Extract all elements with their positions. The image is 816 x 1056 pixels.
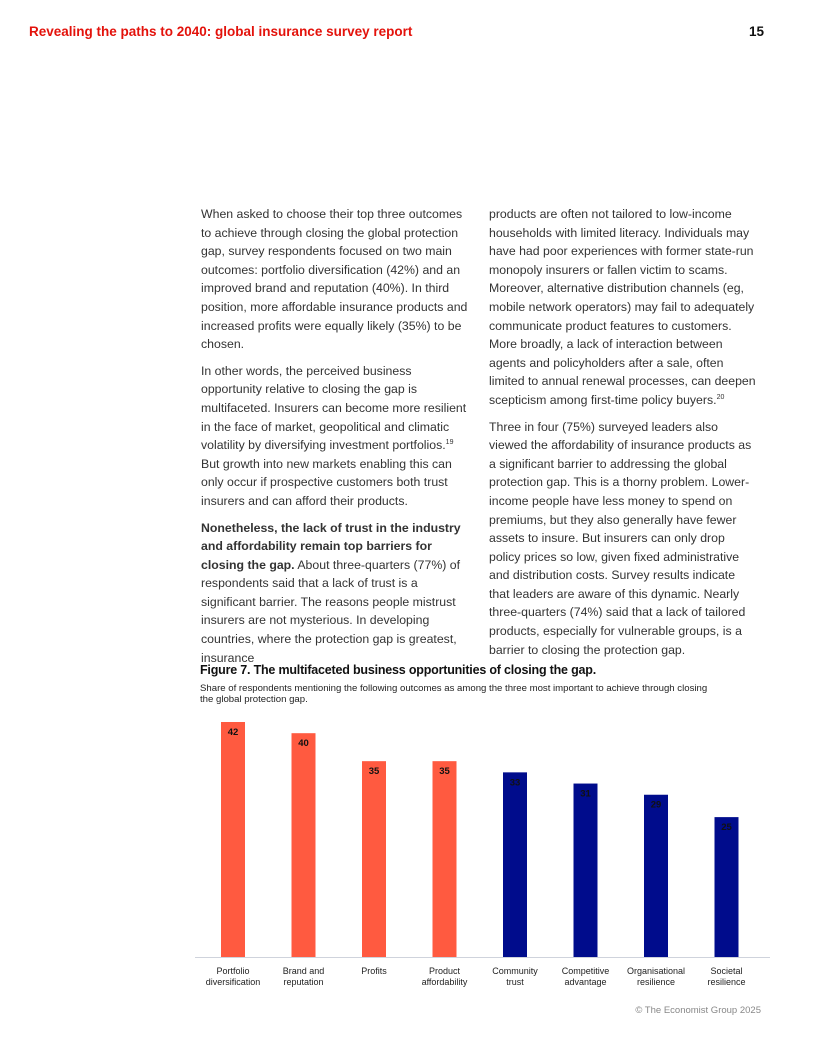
bar: [503, 772, 527, 957]
category-label: Product: [428, 966, 461, 976]
left-column: [201, 205, 473, 675]
data-label: 35: [439, 766, 450, 778]
data-label: 31: [580, 788, 591, 800]
data-label: 29: [650, 799, 662, 811]
text: About three-quarters (77%) of respondents said that a lack of trust is a significant barrier. The reasons people mistrust insurers are not mysterious. In developing countries, where the protection gap is greatest, insurance: [201, 557, 461, 665]
data-label: 35: [368, 766, 380, 778]
category-label: diversification: [205, 977, 261, 987]
category-label: Brand and: [282, 966, 325, 976]
text: In other words, the perceived business opportunity relative to closing the gap is multifaceted. Insurers can become more resilient in the face of market, geopolitical and climatic volatility by diversifying investment portfolios.: [201, 363, 467, 453]
paragraph: When asked to choose their top three outcomes to achieve through closing the global protection gap, survey respondents focused on two main outcomes: portfolio diversification (42%) and an improved brand and reputation (40%). In third position, more affordable insurance products and increased profits were equally likely (35%) to be chosen.: [201, 207, 468, 352]
footnote-ref[interactable]: 20: [716, 393, 725, 401]
page-number: 15: [748, 24, 764, 39]
bar: [715, 817, 739, 957]
bar: [574, 784, 598, 957]
category-label: affordability: [421, 977, 468, 987]
bar: [433, 761, 457, 957]
category-label: trust: [506, 977, 524, 987]
category-label: Portfolio: [216, 966, 250, 976]
paragraph: Three in four (75%) surveyed leaders also viewed the affordability of insurance products as a significant barrier to addressing the global protection gap. This is a thorny problem. Lower-income people have less money to spend on premiums, but they also generally have fewer assets to insure. But insurers can only drop policy prices so low, given fixed administrative and distribution costs. Survey results indicate that leaders are aware of this dynamic. Nearly three-quarters (74%) said that a lack of tailored products, especially for vulnerable groups, is a barrier to closing the protection gap.: [489, 419, 752, 657]
category-label: advantage: [564, 977, 607, 987]
copyright: © The Economist Group 2025: [635, 1005, 761, 1016]
report-title: Revealing the paths to 2040: global insurance survey report: [29, 24, 413, 39]
category-label: Societal: [710, 966, 743, 976]
text: products are often not tailored to low-income households with limited literacy. Individuals may have had poor experiences with former state-run monopoly insurers or fallen victim to scams. Moreover, alternative distribution channels (eg, mobile network operators) may fail to adequately communicate product features to customers. More broadly, a lack of interaction between agents and policyholders after a sale, often limited to annual renewal processes, can deepen scepticism among first-time policy buyers.: [489, 207, 756, 407]
bar: [221, 722, 245, 957]
bar: [292, 733, 316, 957]
right-column: [489, 205, 757, 667]
data-label: 40: [298, 738, 309, 750]
footnote-ref[interactable]: 19: [445, 439, 454, 447]
paragraph: [201, 362, 473, 511]
category-label: resilience: [636, 977, 676, 987]
data-label: 33: [509, 777, 521, 789]
text: But growth into new markets enabling this can only occur if prospective customers both trust insurers and can afford their products.: [201, 456, 452, 508]
figure-title: Figure 7. The multifaceted business opportunities of closing the gap.: [200, 663, 596, 677]
figure-subtitle: Share of respondents mentioning the following outcomes as among the three most important to achieve through closing the global protection gap.: [200, 683, 708, 705]
bar-chart: [195, 700, 770, 1000]
category-label: Profits: [361, 966, 387, 976]
category-label: Competitive: [561, 966, 610, 976]
paragraph: [489, 205, 757, 410]
data-label: 25: [721, 822, 732, 834]
category-label: reputation: [283, 977, 324, 987]
paragraph: [201, 519, 473, 668]
category-label: Organisational: [626, 966, 686, 976]
category-label: Community: [492, 966, 538, 976]
category-label: resilience: [707, 977, 746, 987]
data-label: 42: [227, 727, 239, 738]
bold-lead: Nonetheless, the lack of trust in the industry and affordability remain top barriers for closing the gap.: [201, 520, 461, 572]
bar: [362, 761, 386, 957]
bar: [644, 795, 668, 957]
